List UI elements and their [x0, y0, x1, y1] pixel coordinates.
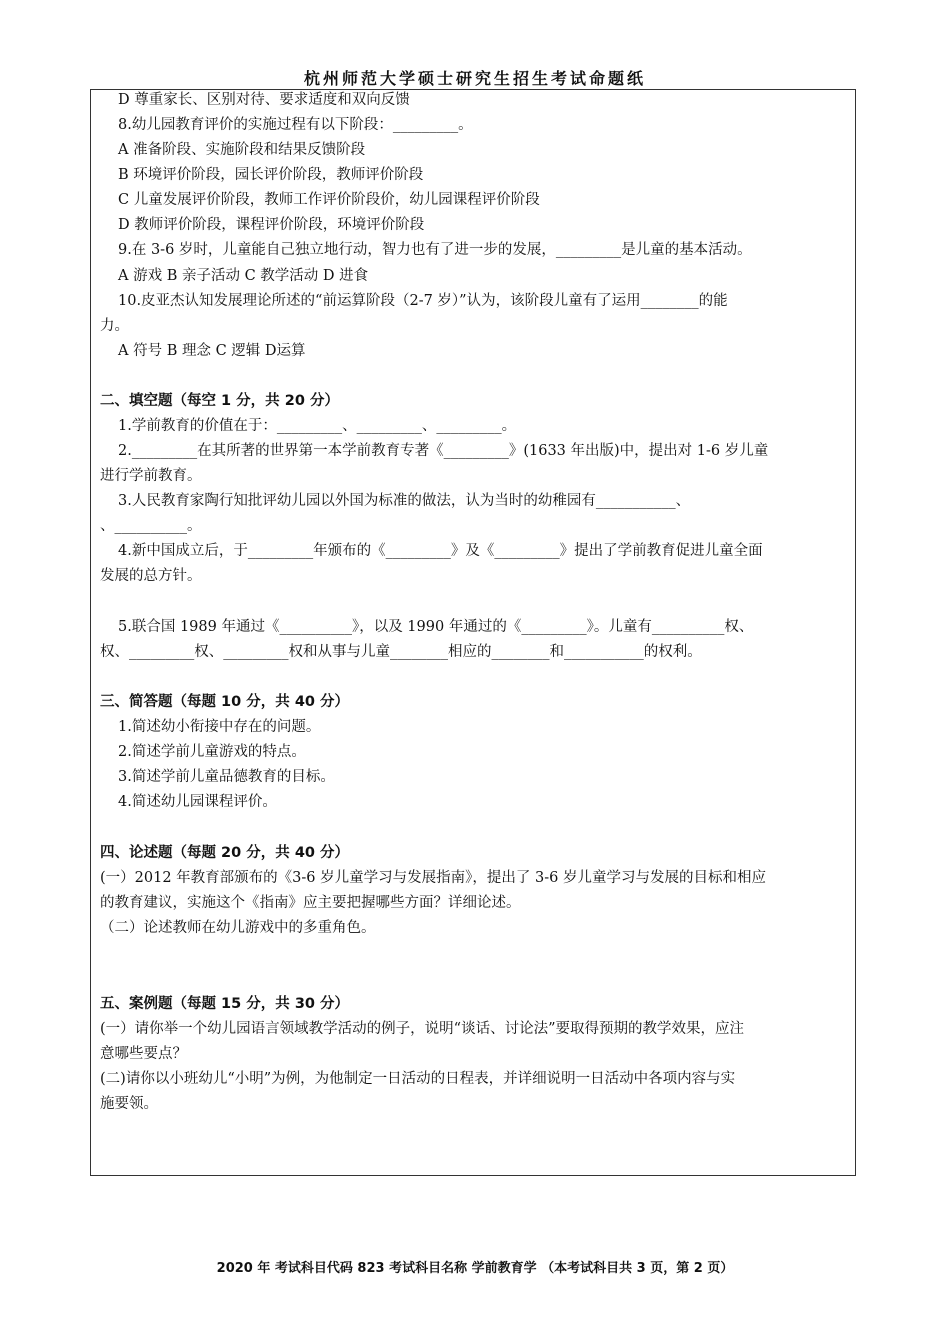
fill-question-5: 5.联合国 1989 年通过《__________》，以及 1990 年通过的《_________》。儿童有__________权、 [118, 619, 754, 635]
short-answer-1: 1.简述幼小衔接中存在的问题。 [118, 719, 321, 735]
essay-question-1: (一）2012 年教育部颁布的《3-6 岁儿童学习与发展指南》，提出了 3-6 岁儿童学习与发展的目标和相应 [100, 870, 766, 886]
question-10-options: A 符号 B 理念 C 逻辑 D运算 [118, 343, 306, 359]
fill-question-5-cont: 权、_________权、_________权和从事与儿童________相应的________和___________的权利。 [100, 644, 702, 660]
question-8: 8.幼儿园教育评价的实施过程有以下阶段：_________。 [118, 117, 473, 133]
exam-paper-header: 杭州师范大学硕士研究生招生考试命题纸 [303, 69, 646, 88]
section-2-title: 二、填空题（每空 1 分，共 20 分） [100, 393, 339, 409]
section-4-title: 四、论述题（每题 20 分，共 40 分） [100, 845, 350, 861]
question-10-cont: 力。 [100, 318, 129, 334]
question-8-option-b: B 环境评价阶段，园长评价阶段，教师评价阶段 [118, 167, 424, 183]
essay-question-2: （二）论述教师在幼儿游戏中的多重角色。 [100, 920, 376, 936]
fill-question-4-cont: 发展的总方针。 [100, 568, 202, 584]
fill-question-3-cont: 、__________。 [100, 518, 202, 534]
short-answer-3: 3.简述学前儿童品德教育的目标。 [118, 769, 335, 785]
question-9: 9.在 3-6 岁时，儿童能自己独立地行动，智力也有了进一步的发展，_________是儿童的基本活动。 [118, 242, 752, 258]
question-7-option-d: D 尊重家长、区别对待、要求适度和双向反馈 [118, 92, 410, 108]
question-8-option-a: A 准备阶段、实施阶段和结果反馈阶段 [118, 142, 366, 158]
section-3-title: 三、简答题（每题 10 分，共 40 分） [100, 694, 350, 710]
fill-question-1: 1.学前教育的价值在于：_________、_________、_________。 [118, 418, 517, 434]
fill-question-2-cont: 进行学前教育。 [100, 468, 202, 484]
question-8-option-c: C 儿童发展评价阶段，教师工作评价阶段价，幼儿园课程评价阶段 [118, 192, 540, 208]
fill-question-3: 3.人民教育家陶行知批评幼儿园以外国为标准的做法，认为当时的幼稚园有___________、 [118, 493, 691, 509]
page-footer: 2020 年 考试科目代码 823 考试科目名称 学前教育学 （本考试科目共 3 页，第 2 页） [216, 1261, 734, 1276]
case-question-1: (一）请你举一个幼儿园语言领域教学活动的例子，说明“谈话、讨论法”要取得预期的教学效果，应注 [100, 1021, 744, 1037]
essay-question-1-cont: 的教育建议，实施这个《指南》应主要把握哪些方面？详细论述。 [100, 895, 521, 911]
question-10: 10.皮亚杰认知发展理论所述的“前运算阶段（2-7 岁）”认为，该阶段儿童有了运用________的能 [118, 293, 728, 309]
case-question-1-cont: 意哪些要点？ [100, 1046, 187, 1062]
case-question-2: (二)请你以小班幼儿“小明”为例，为他制定一日活动的日程表，并详细说明一日活动中各项内容与实 [100, 1071, 736, 1087]
fill-question-4: 4.新中国成立后，于_________年颁布的《_________》及《_________》提出了学前教育促进儿童全面 [118, 543, 763, 559]
section-5-title: 五、案例题（每题 15 分，共 30 分） [100, 996, 350, 1012]
fill-question-2: 2._________在其所著的世界第一本学前教育专著《_________》(1633 年出版)中，提出对 1-6 岁儿童 [118, 443, 769, 459]
case-question-2-cont: 施要领。 [100, 1096, 158, 1112]
short-answer-4: 4.简述幼儿园课程评价。 [118, 794, 277, 810]
question-8-option-d: D 教师评价阶段，课程评价阶段，环境评价阶段 [118, 217, 425, 233]
short-answer-2: 2.简述学前儿童游戏的特点。 [118, 744, 306, 760]
question-9-options: A 游戏 B 亲子活动 C 教学活动 D 进食 [118, 268, 369, 284]
